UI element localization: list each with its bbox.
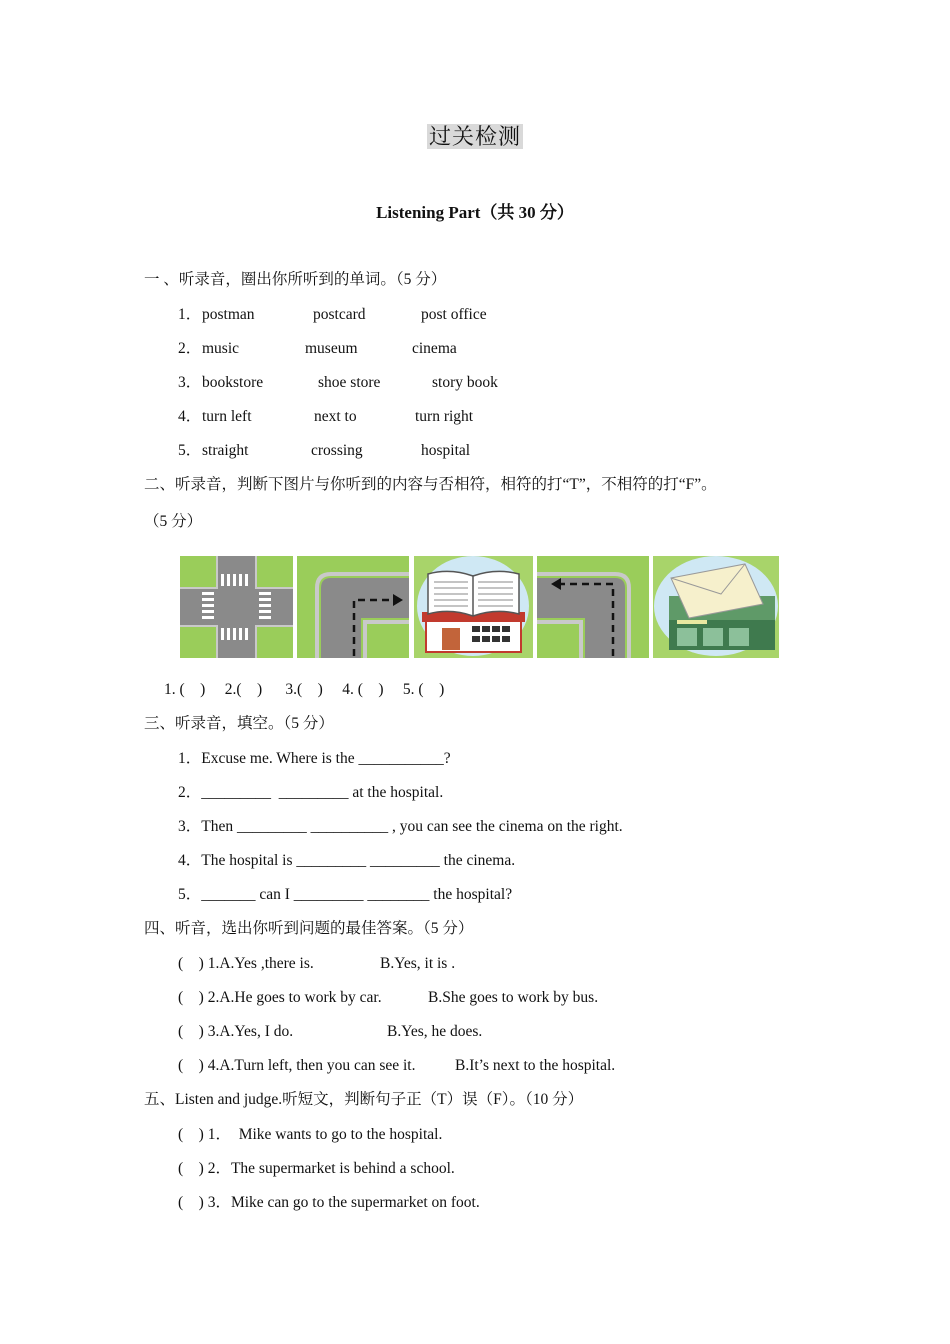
turn-right-picture (297, 556, 409, 658)
s5-item: ( ) 2．The supermarket is behind a school. (178, 1160, 455, 1177)
s2-answer-row: 1. ( ) 2.( ) 3.( ) 4. ( ) 5. ( ) (164, 681, 445, 698)
post-office-picture (653, 556, 779, 658)
s5-item: ( ) 1． Mike wants to go to the hospital. (178, 1126, 443, 1143)
turn-left-picture (537, 556, 649, 658)
s3-item: 4．The hospital is _________ _________ the cinema. (178, 852, 516, 869)
s3-item: 3．Then _________ __________ , you can see the cinema on the right. (178, 818, 623, 835)
s1-heading: 一 、听录音，圈出你所听到的单词。（5 分） (144, 271, 447, 288)
s5-item: ( ) 3．Mike can go to the supermarket on foot. (178, 1194, 480, 1211)
s4-heading: 四、听音，选出你听到问题的最佳答案。（5 分） (144, 920, 474, 937)
crossroads-picture (180, 556, 293, 658)
s3-heading: 三、听录音，填空。（5 分） (144, 715, 334, 732)
s3-item: 1．Excuse me. Where is the ___________? (178, 750, 451, 767)
bookstore-picture (414, 556, 533, 658)
s3-item: 5．_______ can I _________ ________ the hospital? (178, 886, 513, 903)
s2-heading-points: （5 分） (144, 513, 203, 530)
s3-item: 2．_________ _________ at the hospital. (178, 784, 444, 801)
s2-heading: 二、听录音，判断下图片与你听到的内容与否相符，相符的打“T”，不相符的打“F”。 (144, 476, 717, 493)
page-title: 过关检测 (428, 124, 521, 149)
section-subtitle: Listening Part（共 30 分） (376, 203, 574, 222)
s5-heading: 五、Listen and judge.听短文，判断句子正（T）误（F）。（10 分） (144, 1091, 584, 1108)
